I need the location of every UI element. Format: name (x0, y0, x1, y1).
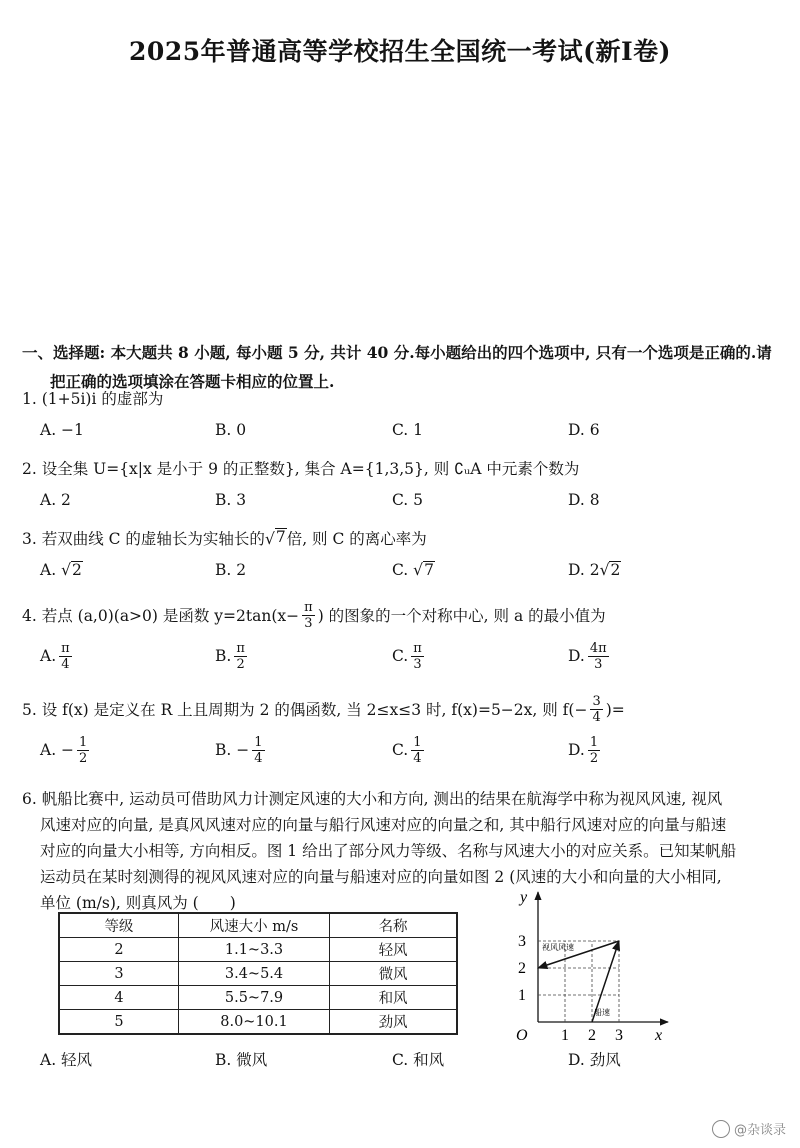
question-3-stem: 3. 若双曲线 C 的虚轴长为实轴长的 √ 7 倍, 则 C 的离心率为 (22, 528, 427, 548)
q2-option-a[interactable]: A. 2 (40, 491, 71, 509)
q3-option-d[interactable]: D. 2 √ 2 (568, 561, 621, 579)
q6-option-a[interactable]: A. 轻风 (40, 1051, 93, 1069)
x-tick-label: 1 (561, 1027, 569, 1042)
question-1-stem: 1. (1+5i)i 的虚部为 (22, 390, 164, 408)
q1-option-c[interactable]: C. 1 (392, 421, 424, 439)
q5-option-a[interactable]: A. − $\frac{1}{2}$ (40, 734, 88, 766)
q6-line-4: 运动员在某时刻测得的视风风速对应的向量与船速对应的向量如图 2 (风速的大小和向量的大小相同, (40, 868, 722, 886)
table-cell: 8.0~10.1 (178, 1010, 329, 1035)
question-2-stem: 2. 设全集 U={x|x 是小于 9 的正整数}, 集合 A={1,3,5}, 则 ∁ᵤA 中元素个数为 (22, 460, 580, 478)
wind-level-table (58, 912, 458, 1035)
table-cell: 轻风 (330, 938, 457, 962)
q5-option-d[interactable]: D. $\frac{1}{2}$ (568, 734, 599, 766)
q6-line-1: 6. 帆船比赛中, 运动员可借助风力计测定风速的大小和方向, 测出的结果在航海学中称为视风风速, 视风 (22, 790, 723, 808)
section-line-2: 把正确的选项填涂在答题卡相应的位置上. (50, 372, 335, 391)
q4-option-c[interactable]: C. $\frac{\pi}{3}$ (392, 640, 422, 672)
q6-line-5: 单位 (m/s), 则真风为 ( ) (40, 894, 236, 912)
question-6-options (40, 1042, 760, 1076)
boat-speed-label: 船速 (594, 1008, 610, 1017)
vector-graph (508, 882, 678, 1042)
y-tick-label: 2 (518, 960, 526, 977)
q4-option-d[interactable]: D. $\frac{4\pi}{3}$ (568, 640, 607, 672)
q5-option-c[interactable]: C. $\frac{1}{4}$ (392, 734, 422, 766)
question-2-options (40, 480, 760, 520)
table-cell: 5 (59, 1010, 178, 1035)
y-tick-label: 1 (518, 987, 526, 1004)
q4-option-b[interactable]: B. $\frac{\pi}{2}$ (215, 640, 245, 672)
x-axis-label: x (655, 1027, 663, 1042)
table-cell: 2 (59, 938, 178, 962)
q3-option-c[interactable]: C. √ 7 (392, 561, 434, 579)
table-row (59, 986, 457, 1010)
q6-line-3: 对应的向量大小相等, 方向相反。图 1 给出了部分风力等级、名称与风速大小的对应关系。已知某帆船 (40, 842, 737, 860)
table-cell: 4 (59, 986, 178, 1010)
table-cell: 劲风 (330, 1010, 457, 1035)
q4-option-a[interactable]: A. $\frac{\pi}{4}$ (40, 640, 70, 672)
table-header: 名称 (330, 913, 457, 938)
table-cell: 1.1~3.3 (178, 938, 329, 962)
q6-option-c[interactable]: C. 和风 (392, 1051, 445, 1069)
q3-option-b[interactable]: B. 2 (215, 561, 247, 579)
table-row (59, 1010, 457, 1035)
x-tick-label: 2 (588, 1027, 596, 1042)
question-4-stem: 4. 若点 (a,0)(a>0) 是函数 y=2tan(x− $\frac{\pi}{3}$ ) 的图象的一个对称中心, 则 a 的最小值为 (22, 600, 606, 631)
origin-label: O (516, 1027, 528, 1042)
table-row (59, 938, 457, 962)
y-axis-label: y (520, 889, 528, 906)
page-title: 2025年普通高等学校招生全国统一考试(新I卷) (129, 37, 671, 66)
table-cell: 3 (59, 962, 178, 986)
table-cell: 3.4~5.4 (178, 962, 329, 986)
table-cell: 微风 (330, 962, 457, 986)
table-row (59, 962, 457, 986)
question-3-options (40, 550, 760, 590)
q2-option-c[interactable]: C. 5 (392, 491, 424, 509)
q3-option-a[interactable]: A. √ 2 (40, 561, 82, 579)
question-5-stem: 5. 设 f(x) 是定义在 R 上且周期为 2 的偶函数, 当 2≤x≤3 时, f(x)=5−2x, 则 f(− $\frac{3}{4}$ )= (22, 694, 625, 725)
table-cell: 和风 (330, 986, 457, 1010)
watermark: @杂谈录 (712, 1119, 786, 1138)
section-line-1: 一、选择题: 本大题共 8 小题, 每小题 5 分, 共计 40 分.每小题给出的四个选项中, 只有一个选项是正确的.请 (22, 343, 772, 362)
q1-option-d[interactable]: D. 6 (568, 421, 600, 439)
apparent-wind-label: 视风风速 (542, 943, 574, 952)
q1-option-a[interactable]: A. −1 (40, 421, 84, 439)
question-4-options (40, 636, 760, 676)
fraction-3-over-4: $\frac{3}{4}$ (592, 694, 601, 725)
fraction-pi-over-3: $\frac{\pi}{3}$ (304, 600, 313, 631)
q2-option-b[interactable]: B. 3 (215, 491, 247, 509)
y-tick-label: 3 (518, 933, 526, 950)
table-header-row (59, 913, 457, 938)
q1-option-b[interactable]: B. 0 (215, 421, 247, 439)
q2-option-d[interactable]: D. 8 (568, 491, 600, 509)
table-cell: 5.5~7.9 (178, 986, 329, 1010)
table-header: 等级 (59, 913, 178, 938)
q5-option-b[interactable]: B. − $\frac{1}{4}$ (215, 734, 263, 766)
q6-option-b[interactable]: B. 微风 (215, 1051, 268, 1069)
q6-option-d[interactable]: D. 劲风 (568, 1051, 621, 1069)
question-1-options (40, 410, 760, 450)
question-5-options (40, 730, 760, 770)
q6-line-2: 风速对应的向量, 是真风风速对应的向量与船行风速对应的向量之和, 其中船行风速对应的向量与船速 (40, 816, 727, 834)
table-header: 风速大小 m/s (178, 913, 329, 938)
x-tick-label: 3 (615, 1027, 623, 1042)
watermark-logo-icon (712, 1120, 730, 1138)
sqrt-7: √ 7 (264, 528, 286, 548)
